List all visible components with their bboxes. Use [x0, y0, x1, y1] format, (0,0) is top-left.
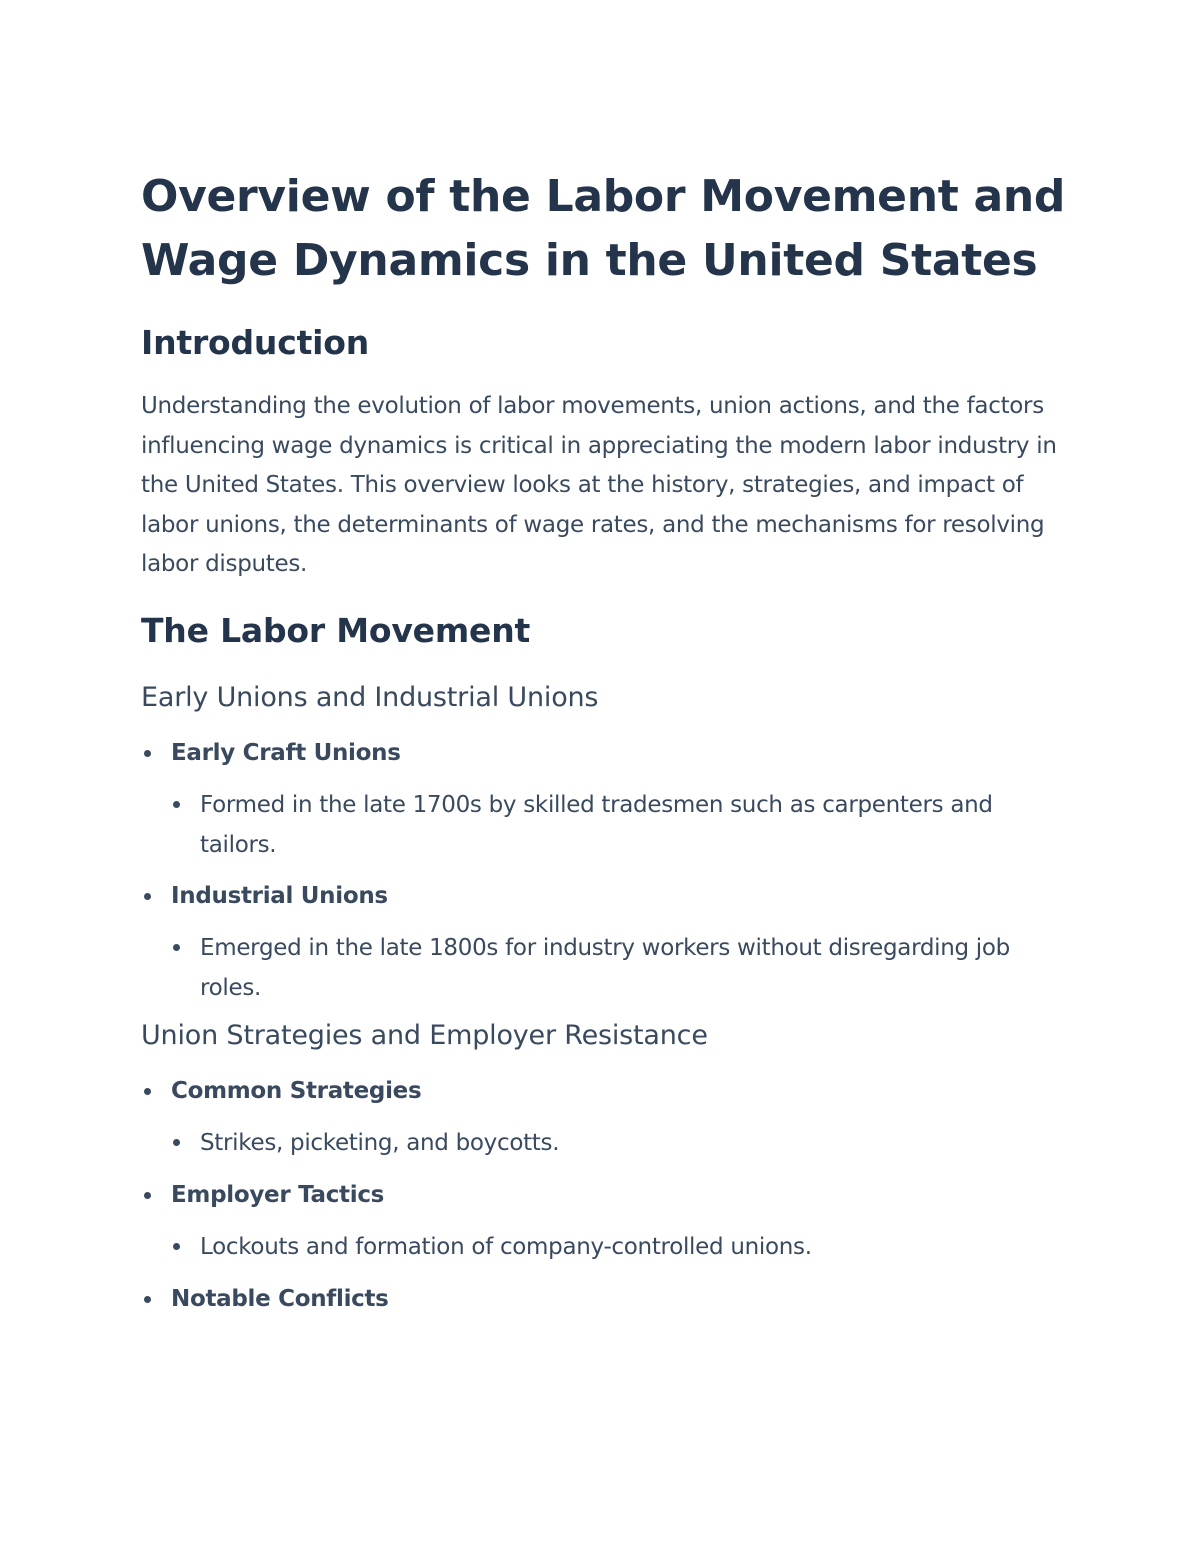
bullet-icon: [144, 893, 151, 900]
list-item-notable-conflicts: [141, 1280, 1071, 1318]
list-item-label: Industrial Unions: [171, 882, 388, 909]
list-item-text: Formed in the late 1700s by skilled tradesmen such as carpenters and tailors.: [200, 791, 993, 858]
bullet-icon: [144, 750, 151, 757]
list-item-text: Emerged in the late 1800s for industry workers without disregarding job roles.: [200, 934, 1010, 1001]
list-item-detail: [141, 1227, 1071, 1267]
bullet-icon: [173, 801, 180, 808]
list-item-detail: [141, 1123, 1071, 1163]
list-item-employer-tactics: [141, 1176, 1071, 1214]
bullet-icon: [144, 1088, 151, 1095]
list-item-label: Notable Conflicts: [171, 1285, 389, 1312]
labor-movement-heading: The Labor Movement: [141, 610, 531, 650]
list-item-label: Common Strategies: [171, 1077, 422, 1104]
section-heading-union-strategies: Union Strategies and Employer Resistance: [141, 1019, 708, 1051]
union-strategies-list: [141, 1072, 1071, 1318]
early-unions-list: [141, 734, 1071, 1008]
list-item-text: Lockouts and formation of company-controlled unions.: [200, 1233, 812, 1260]
list-item-common-strategies: [141, 1072, 1071, 1110]
list-item-label: Early Craft Unions: [171, 739, 401, 766]
list-item-label: Employer Tactics: [171, 1181, 385, 1208]
bullet-icon: [144, 1192, 151, 1199]
list-item-early-craft-unions: [141, 734, 1071, 772]
section-heading-early-unions: Early Unions and Industrial Unions: [141, 681, 599, 713]
bullet-icon: [173, 944, 180, 951]
list-item-text: Strikes, picketing, and boycotts.: [200, 1129, 560, 1156]
bullet-icon: [173, 1243, 180, 1250]
introduction-paragraph: Understanding the evolution of labor movements, union actions, and the factors influencing wage dynamics is critical in appreciating the modern labor industry in the United States. This overview looks at the history, strategies, and impact of labor unions, the determinants of wage rates, and the mechanisms for resolving labor disputes.: [141, 393, 1057, 577]
list-item-detail: [141, 928, 1071, 1008]
bullet-icon: [173, 1139, 180, 1146]
list-item-detail: [141, 785, 1071, 865]
list-item-industrial-unions: [141, 877, 1071, 915]
introduction-heading: Introduction: [141, 323, 370, 362]
document-page: [141, 165, 1071, 1318]
document-title: Overview of the Labor Movement and Wage Dynamics in the United States: [141, 171, 1066, 286]
bullet-icon: [144, 1296, 151, 1303]
